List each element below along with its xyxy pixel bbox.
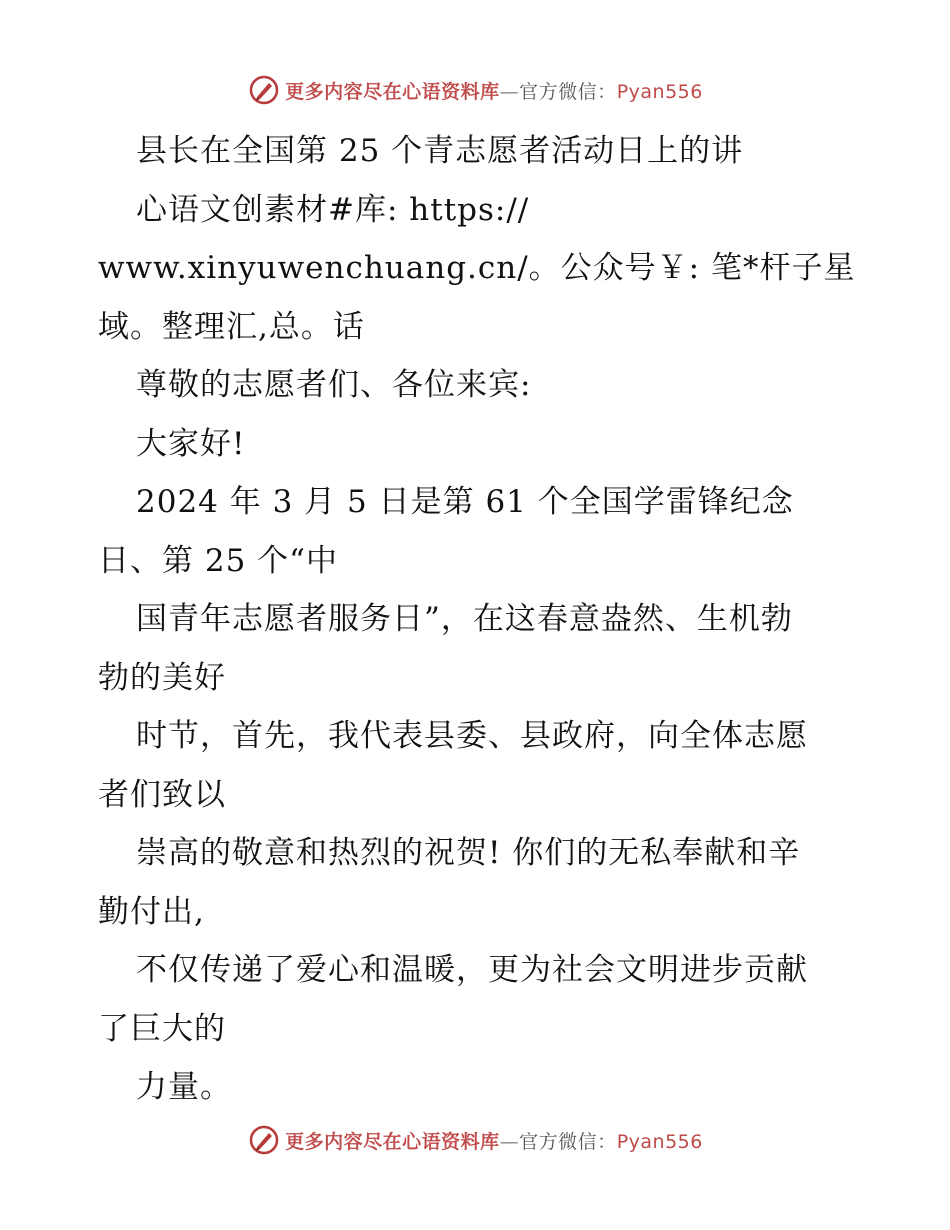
text-line-6: 大家好! [136, 425, 246, 462]
banner-dash: — [499, 80, 520, 103]
footer-banner [0, 1120, 950, 1160]
text-line-9: 国青年志愿者服务日”，在这春意盎然、生机勃 [136, 601, 793, 637]
banner-text [285, 77, 703, 104]
text-line-15: 不仅传递了爱心和温暖，更为社会文明进步贡献 [136, 952, 808, 988]
text-line-5: 尊敬的志愿者们、各位来宾: [136, 367, 532, 403]
header-banner [0, 70, 950, 110]
pen-logo-icon [247, 73, 281, 107]
banner-wechat-id: Pyan556 [616, 1130, 703, 1153]
pen-logo-icon [247, 1123, 281, 1157]
banner-wechat-label: 官方微信： [519, 80, 617, 103]
text-line-10: 勃的美好 [98, 659, 226, 696]
banner-title: 更多内容尽在心语资料库 [285, 1130, 500, 1153]
text-line-2: 心语文创素材#库: https:// [136, 191, 530, 228]
text-line-7: 2024 年 3 月 5 日是第 61 个全国学雷锋纪念 [136, 484, 794, 520]
text-line-4: 域。整理汇,总。话 [98, 308, 365, 345]
text-line-12: 者们致以 [98, 776, 226, 813]
banner-wechat-label: 官方微信： [519, 1130, 617, 1153]
document-body [98, 122, 858, 1117]
banner-wechat-id: Pyan556 [616, 80, 703, 103]
text-line-11: 时节，首先，我代表县委、县政府，向全体志愿 [136, 718, 808, 754]
banner-title: 更多内容尽在心语资料库 [285, 80, 500, 103]
text-line-14: 勤付出, [98, 893, 205, 930]
banner-dash: — [499, 1130, 520, 1153]
text-line-13: 崇高的敬意和热烈的祝贺! 你们的无私奉献和辛 [136, 835, 801, 871]
banner-text [285, 1127, 703, 1154]
text-line-17: 力量。 [136, 1069, 232, 1105]
text-line-8: 日、第 25 个“中 [98, 542, 339, 579]
text-line-3: www.xinyuwenchuang.cn/。公众号￥: 笔*杆子星 [98, 250, 856, 286]
text-line-1: 县长在全国第 25 个青志愿者活动日上的讲 [136, 133, 744, 169]
text-line-16: 了巨大的 [98, 1010, 226, 1047]
